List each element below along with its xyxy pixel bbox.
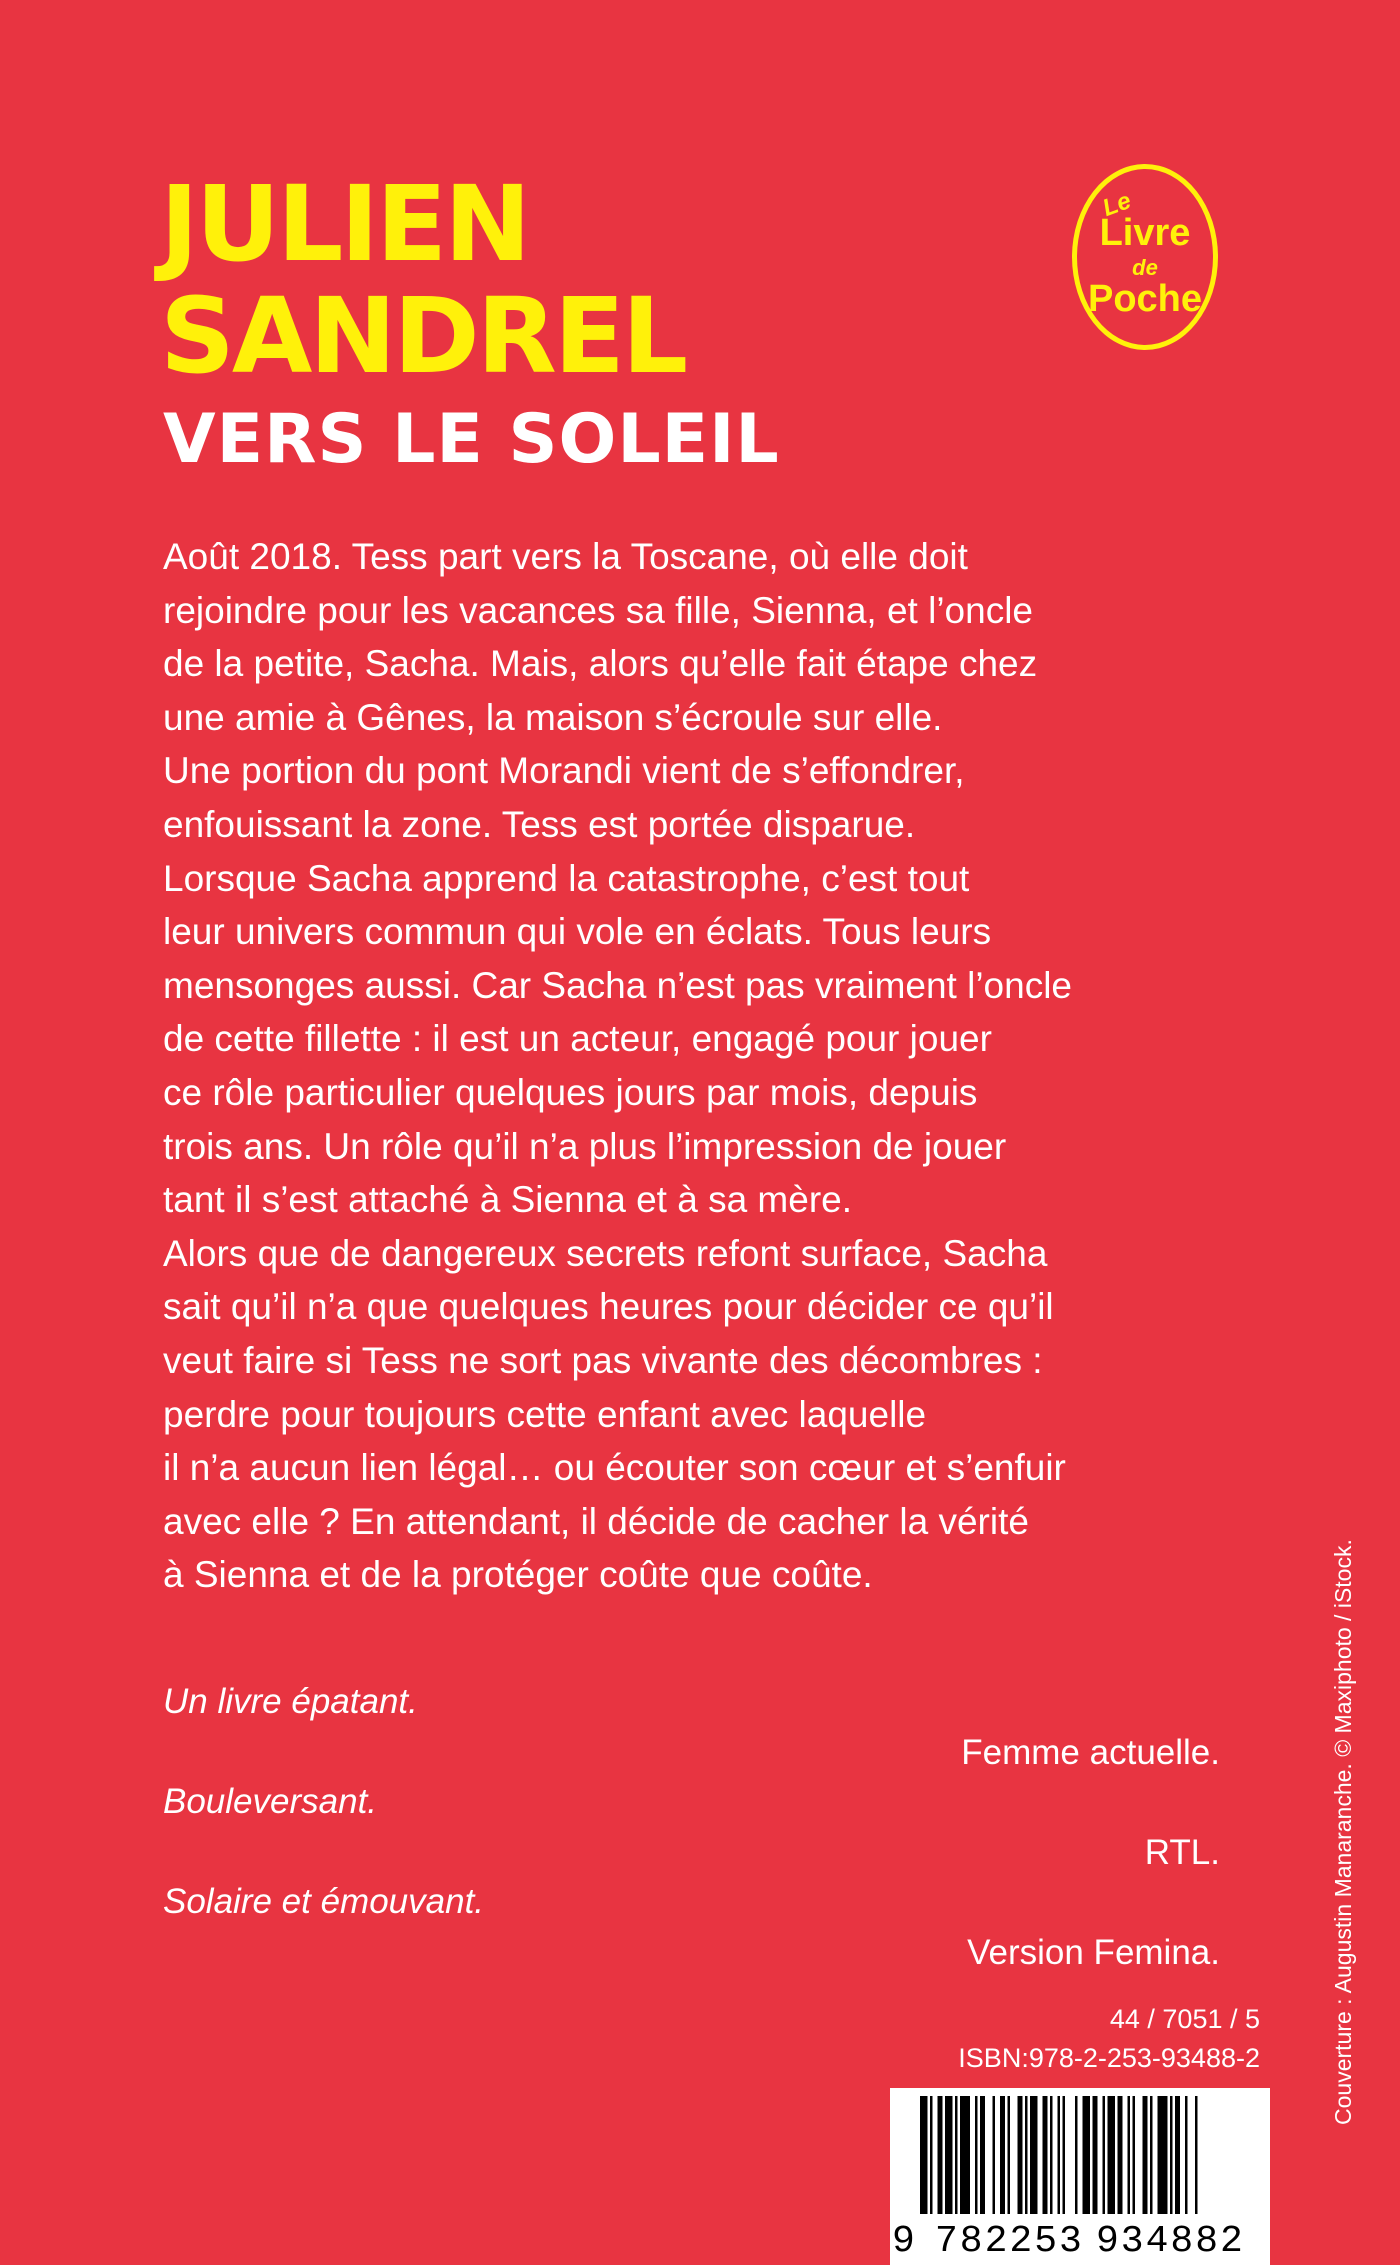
barcode-bar xyxy=(1158,2096,1168,2214)
barcode xyxy=(890,2088,1270,2265)
barcode-bar xyxy=(1025,2096,1028,2214)
barcode-bar xyxy=(1058,2096,1061,2214)
barcode-bar xyxy=(1050,2096,1053,2214)
barcode-bar xyxy=(1000,2096,1005,2214)
author-name xyxy=(160,163,686,397)
barcode-bar xyxy=(1108,2096,1116,2214)
logo-livre: Livre xyxy=(1099,212,1191,254)
synopsis-line: enfouissant la zone. Tess est portée disparue. xyxy=(163,803,916,845)
synopsis-line: trois ans. Un rôle qu’il n’a plus l’impression de jouer xyxy=(163,1125,1007,1167)
book-title: VERS LE SOLEIL xyxy=(163,400,780,479)
barcode-bar xyxy=(993,2096,996,2214)
synopsis-line: Lorsque Sacha apprend la catastrophe, c’est tout xyxy=(163,857,970,899)
synopsis-line: à Sienna et de la protéger coûte que coûte. xyxy=(163,1554,873,1596)
barcode-first-digit: 9 xyxy=(892,2220,915,2263)
barcode-bar xyxy=(930,2096,933,2214)
barcode-bar xyxy=(980,2096,985,2214)
synopsis-line: leur univers commun qui vole en éclats. Tous leurs xyxy=(163,911,992,953)
synopsis-line: perdre pour toujours cette enfant avec laquelle xyxy=(163,1393,927,1435)
barcode-bar xyxy=(1018,2096,1023,2214)
isbn: ISBN:978-2-253-93488-2 xyxy=(958,2043,1260,2073)
barcode-left-group: 782253 xyxy=(935,2220,1084,2263)
barcode-bar xyxy=(945,2096,953,2214)
review-quote: Un livre épatant. xyxy=(163,1682,418,1721)
barcode-bar xyxy=(1083,2096,1091,2214)
synopsis-line: tant il s’est attaché à Sienna et à sa mère. xyxy=(163,1179,852,1221)
synopsis-line: sait qu’il n’a que quelques heures pour décider ce qu’il xyxy=(163,1286,1054,1328)
synopsis-line: ce rôle particulier quelques jours par mois, depuis xyxy=(163,1071,978,1113)
synopsis-line: rejoindre pour les vacances sa fille, Sienna, et l’oncle xyxy=(163,589,1033,631)
synopsis-line: de cette fillette : il est un acteur, engagé pour jouer xyxy=(163,1018,992,1060)
logo-le: Le xyxy=(1099,187,1135,223)
barcode-right-group: 934882 xyxy=(1096,2220,1245,2263)
synopsis-line: avec elle ? En attendant, il décide de cacher la vérité xyxy=(163,1500,1029,1542)
barcode-bar xyxy=(1118,2096,1123,2214)
barcode-bar xyxy=(975,2096,978,2214)
barcode-bar xyxy=(1128,2096,1131,2214)
barcode-bar xyxy=(1133,2096,1136,2214)
review-source: Femme actuelle. xyxy=(961,1733,1220,1772)
synopsis-line: une amie à Gênes, la maison s’écroule sur elle. xyxy=(163,696,943,738)
barcode-bar xyxy=(1195,2096,1198,2214)
barcode-bar xyxy=(938,2096,943,2214)
barcode-bar xyxy=(955,2096,958,2214)
synopsis-line: il n’a aucun lien légal… ou écouter son cœur et s’enfuir xyxy=(163,1447,1066,1489)
barcode-bar xyxy=(1093,2096,1098,2214)
synopsis-line: veut faire si Tess ne sort pas vivante des décombres : xyxy=(163,1339,1043,1381)
barcode-bar xyxy=(1063,2096,1066,2214)
barcode-bar xyxy=(1150,2096,1153,2214)
barcode-bar xyxy=(1008,2096,1011,2214)
barcode-bar xyxy=(1030,2096,1038,2214)
barcode-bar xyxy=(1143,2096,1148,2214)
barcode-bar xyxy=(960,2096,970,2214)
review-quote: Bouleversant. xyxy=(163,1782,378,1821)
barcode-bar xyxy=(1170,2096,1173,2214)
author-last-name: SANDREL xyxy=(160,275,686,397)
review-quote: Solaire et émouvant. xyxy=(163,1882,485,1921)
review-source: Version Femina. xyxy=(967,1933,1220,1972)
synopsis-line: mensonges aussi. Car Sacha n’est pas vraiment l’oncle xyxy=(163,964,1073,1006)
barcode-bar xyxy=(1175,2096,1180,2214)
logo-poche: Poche xyxy=(1087,278,1203,320)
logo-de: de xyxy=(1132,255,1158,280)
barcode-bar xyxy=(1103,2096,1106,2214)
catalog-number: 44 / 7051 / 5 xyxy=(1109,2004,1260,2034)
synopsis-line: Alors que de dangereux secrets refont surface, Sacha xyxy=(163,1232,1048,1274)
cover-credit: Couverture : Augustin Manaranche. © Maxiphoto / iStock. xyxy=(1330,1539,1356,2125)
author-first-name: JULIEN xyxy=(160,163,529,285)
le-livre-de-poche-logo xyxy=(1072,164,1218,350)
review-source: RTL. xyxy=(1144,1833,1220,1872)
barcode-bar xyxy=(1075,2096,1078,2214)
synopsis-line: de la petite, Sacha. Mais, alors qu’elle fait étape chez xyxy=(163,643,1038,685)
synopsis xyxy=(163,530,1243,1602)
barcode-bar xyxy=(1043,2096,1048,2214)
barcode-bar xyxy=(1185,2096,1188,2214)
barcode-bar xyxy=(920,2096,928,2214)
synopsis-line: Une portion du pont Morandi vient de s’effondrer, xyxy=(163,750,965,792)
synopsis-line: Août 2018. Tess part vers la Toscane, où elle doit xyxy=(163,536,968,577)
